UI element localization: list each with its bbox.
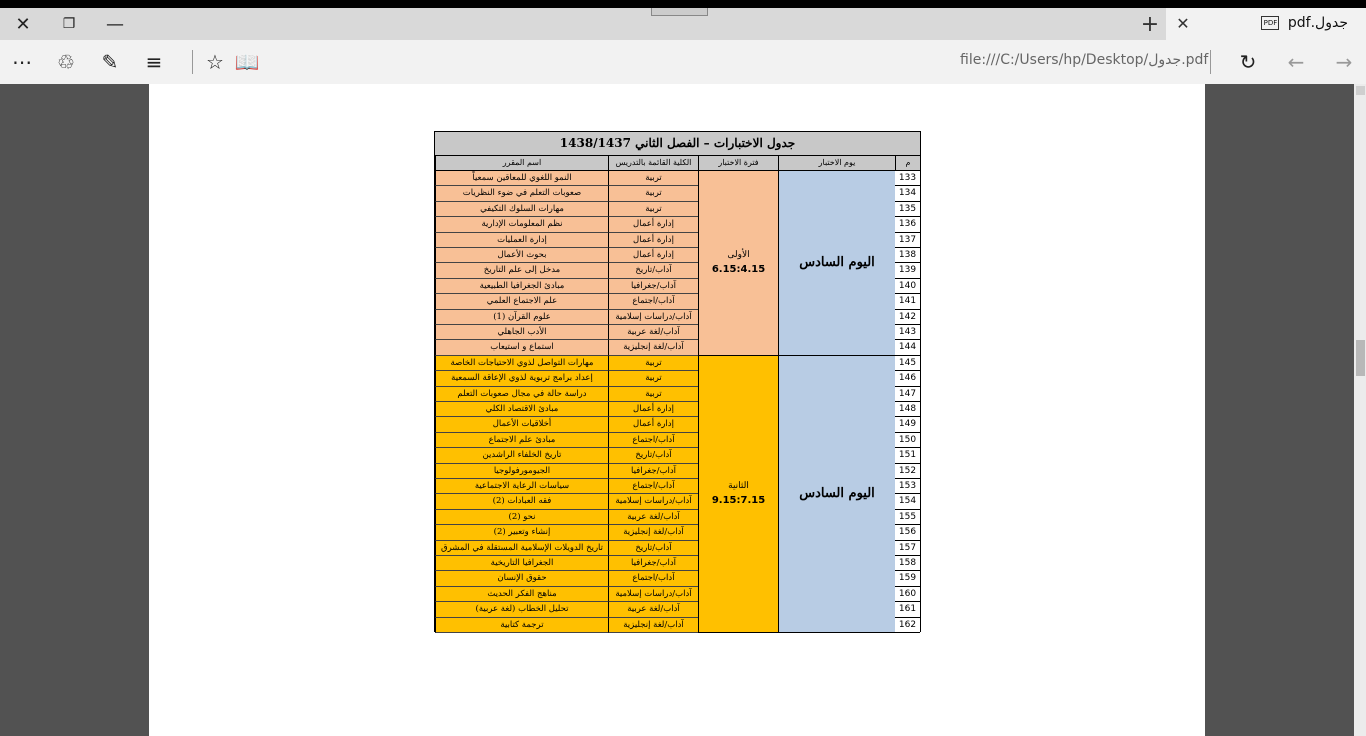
row-number-cell: 135 <box>895 202 920 217</box>
course-name-cell: مبادئ علم الاجتماع <box>435 433 608 448</box>
course-name-cell: الجغرافيا التاريخية <box>435 556 608 571</box>
back-button[interactable] <box>1280 46 1312 78</box>
web-note-button[interactable] <box>94 46 126 78</box>
book-icon: 📖 <box>234 50 260 74</box>
header-num: م <box>895 156 920 171</box>
back-arrow-icon: ← <box>1287 50 1305 74</box>
vertical-scrollbar[interactable] <box>1354 84 1366 736</box>
header-college: الكلية القائمة بالتدريس <box>608 156 698 171</box>
college-cell: آداب/اجتماع <box>608 294 698 309</box>
college-cell: آداب/لغة إنجليزية <box>608 618 698 633</box>
college-cell: آداب/اجتماع <box>608 479 698 494</box>
college-cell: إدارة أعمال <box>608 402 698 417</box>
college-cell: آداب/دراسات إسلامية <box>608 494 698 509</box>
course-name-cell: مهارات التواصل لذوي الاحتياجات الخاصة <box>435 356 608 371</box>
minimize-window-button[interactable] <box>92 8 138 40</box>
toolbar-divider <box>192 50 193 74</box>
more-button[interactable] <box>6 46 38 78</box>
pen-icon: ✎ <box>101 50 119 74</box>
college-cell: آداب/جغرافيا <box>608 279 698 294</box>
course-name-cell: مهارات السلوك التكيفي <box>435 202 608 217</box>
row-number-cell: 158 <box>895 556 920 571</box>
course-name-cell: ترجمة كتابية <box>435 618 608 633</box>
row-number-cell: 149 <box>895 417 920 432</box>
course-name-cell: سياسات الرعاية الاجتماعية <box>435 479 608 494</box>
college-cell: آداب/دراسات إسلامية <box>608 310 698 325</box>
course-name-cell: صعوبات التعلم في ضوء النظريات <box>435 186 608 201</box>
course-name-cell: أخلاقيات الأعمال <box>435 417 608 432</box>
college-cell: آداب/تاريخ <box>608 448 698 463</box>
exam-schedule-table <box>434 131 921 632</box>
share-button[interactable] <box>50 46 82 78</box>
course-name-cell: مبادئ الجغرافيا الطبيعية <box>435 279 608 294</box>
row-number-cell: 139 <box>895 263 920 278</box>
course-name-cell: استماع و استيعاب <box>435 340 608 355</box>
course-name-cell: حقوق الإنسان <box>435 571 608 586</box>
header-day: يوم الاختبار <box>778 156 895 171</box>
row-number-cell: 136 <box>895 217 920 232</box>
hub-button[interactable] <box>138 46 170 78</box>
more-icon: ⋯ <box>12 50 32 74</box>
course-name-cell: النمو اللغوي للمعاقين سمعياً <box>435 171 608 186</box>
row-number-cell: 142 <box>895 310 920 325</box>
scrollbar-thumb[interactable] <box>1356 340 1365 376</box>
college-cell: آداب/جغرافيا <box>608 556 698 571</box>
college-cell: تربية <box>608 186 698 201</box>
window-top-strip <box>0 0 1366 8</box>
college-cell: تربية <box>608 371 698 386</box>
college-cell: آداب/لغة عربية <box>608 325 698 340</box>
row-number-cell: 152 <box>895 464 920 479</box>
college-cell: آداب/اجتماع <box>608 571 698 586</box>
college-cell: إدارة أعمال <box>608 233 698 248</box>
course-name-cell: نحو (2) <box>435 510 608 525</box>
restore-window-button[interactable] <box>46 8 92 40</box>
row-number-cell: 150 <box>895 433 920 448</box>
row-number-cell: 134 <box>895 186 920 201</box>
period-name: الثانية <box>728 481 749 492</box>
college-cell: آداب/تاريخ <box>608 263 698 278</box>
minimize-icon: — <box>106 13 124 35</box>
tab-close-button[interactable] <box>1172 12 1194 34</box>
scroll-up-button[interactable] <box>1356 86 1365 95</box>
course-name-cell: تاريخ الدويلات الإسلامية المستقلة في المشرق <box>435 541 608 556</box>
star-icon: ☆ <box>206 50 224 74</box>
tab-pdf[interactable] <box>1166 8 1366 40</box>
row-number-cell: 138 <box>895 248 920 263</box>
college-cell: تربية <box>608 202 698 217</box>
hub-icon: ≡ <box>145 50 163 74</box>
row-number-cell: 162 <box>895 618 920 633</box>
row-number-cell: 141 <box>895 294 920 309</box>
exam-day-cell <box>778 171 895 356</box>
college-cell: آداب/لغة عربية <box>608 510 698 525</box>
exam-period-cell <box>698 356 778 633</box>
course-name-cell: علوم القرآن (1) <box>435 310 608 325</box>
course-name-cell: تحليل الخطاب (لغة عربية) <box>435 602 608 617</box>
exam-day-label: اليوم السادس <box>799 486 875 502</box>
college-cell: إدارة أعمال <box>608 217 698 232</box>
period-time: 9.15:7.15 <box>711 495 766 507</box>
forward-arrow-icon: → <box>1335 50 1353 74</box>
exam-period-cell <box>698 171 778 356</box>
row-number-cell: 156 <box>895 525 920 540</box>
college-cell: تربية <box>608 171 698 186</box>
row-number-cell: 160 <box>895 587 920 602</box>
row-number-cell: 147 <box>895 387 920 402</box>
row-number-cell: 133 <box>895 171 920 186</box>
course-name-cell: إنشاء وتعبير (2) <box>435 525 608 540</box>
row-number-cell: 157 <box>895 541 920 556</box>
period-time: 6.15:4.15 <box>711 264 766 276</box>
row-number-cell: 140 <box>895 279 920 294</box>
college-cell: تربية <box>608 387 698 402</box>
table-title: جدول الاختبارات – الفصل الثاني 1438/1437 <box>435 132 920 156</box>
college-cell: آداب/اجتماع <box>608 433 698 448</box>
favorite-button[interactable] <box>199 46 231 78</box>
exam-day-label: اليوم السادس <box>799 255 875 271</box>
college-cell: آداب/لغة عربية <box>608 602 698 617</box>
drag-marker <box>651 8 708 16</box>
new-tab-button[interactable] <box>1136 8 1164 40</box>
toolbar-divider <box>1210 50 1211 74</box>
course-name-cell: الأدب الجاهلي <box>435 325 608 340</box>
period-name: الأولى <box>727 250 750 261</box>
college-cell: آداب/جغرافيا <box>608 464 698 479</box>
header-period: فترة الاختبار <box>698 156 778 171</box>
plus-icon: + <box>1140 11 1160 37</box>
course-name-cell: مبادئ الاقتصاد الكلي <box>435 402 608 417</box>
restore-icon: ❐ <box>62 16 76 32</box>
college-cell: تربية <box>608 356 698 371</box>
refresh-button[interactable] <box>1232 46 1264 78</box>
course-name-cell: بحوث الأعمال <box>435 248 608 263</box>
forward-button[interactable] <box>1328 46 1360 78</box>
row-number-cell: 144 <box>895 340 920 355</box>
close-icon: ✕ <box>1176 13 1190 33</box>
address-bar[interactable]: file:///C:/Users/hp/Desktop/جدول.pdf <box>960 52 1209 68</box>
row-number-cell: 146 <box>895 371 920 386</box>
row-number-cell: 151 <box>895 448 920 463</box>
course-name-cell: علم الاجتماع العلمي <box>435 294 608 309</box>
row-number-cell: 161 <box>895 602 920 617</box>
refresh-icon: ↻ <box>1239 50 1257 74</box>
course-name-cell: مدخل إلى علم التاريخ <box>435 263 608 278</box>
reading-view-button[interactable] <box>231 46 263 78</box>
course-name-cell: مناهج الفكر الحديث <box>435 587 608 602</box>
row-number-cell: 137 <box>895 233 920 248</box>
tab-title <box>1261 15 1348 31</box>
share-icon: ♲ <box>57 50 75 74</box>
course-name-cell: دراسة حالة في مجال صعوبات التعلم <box>435 387 608 402</box>
course-name-cell: نظم المعلومات الإدارية <box>435 217 608 232</box>
toolbar <box>0 40 1366 84</box>
college-cell: آداب/دراسات إسلامية <box>608 587 698 602</box>
row-number-cell: 145 <box>895 356 920 371</box>
college-cell: آداب/تاريخ <box>608 541 698 556</box>
college-cell: إدارة أعمال <box>608 417 698 432</box>
course-name-cell: الجيومورفولوجيا <box>435 464 608 479</box>
course-name-cell: تاريخ الخلفاء الراشدين <box>435 448 608 463</box>
row-number-cell: 155 <box>895 510 920 525</box>
close-window-button[interactable] <box>0 8 46 40</box>
tab-title-text: جدول.pdf <box>1287 15 1348 31</box>
course-name-cell: فقه العبادات (2) <box>435 494 608 509</box>
close-icon: ✕ <box>15 13 31 35</box>
course-name-cell: إعداد برامج تربوية لذوي الإعاقة السمعية <box>435 371 608 386</box>
college-cell: آداب/لغة إنجليزية <box>608 340 698 355</box>
row-number-cell: 143 <box>895 325 920 340</box>
row-number-cell: 159 <box>895 571 920 586</box>
college-cell: إدارة أعمال <box>608 248 698 263</box>
row-number-cell: 153 <box>895 479 920 494</box>
header-course: اسم المقرر <box>435 156 608 171</box>
exam-day-cell <box>778 356 895 633</box>
row-number-cell: 148 <box>895 402 920 417</box>
course-name-cell: إدارة العمليات <box>435 233 608 248</box>
row-number-cell: 154 <box>895 494 920 509</box>
pdf-icon: PDF <box>1261 16 1279 30</box>
college-cell: آداب/لغة إنجليزية <box>608 525 698 540</box>
